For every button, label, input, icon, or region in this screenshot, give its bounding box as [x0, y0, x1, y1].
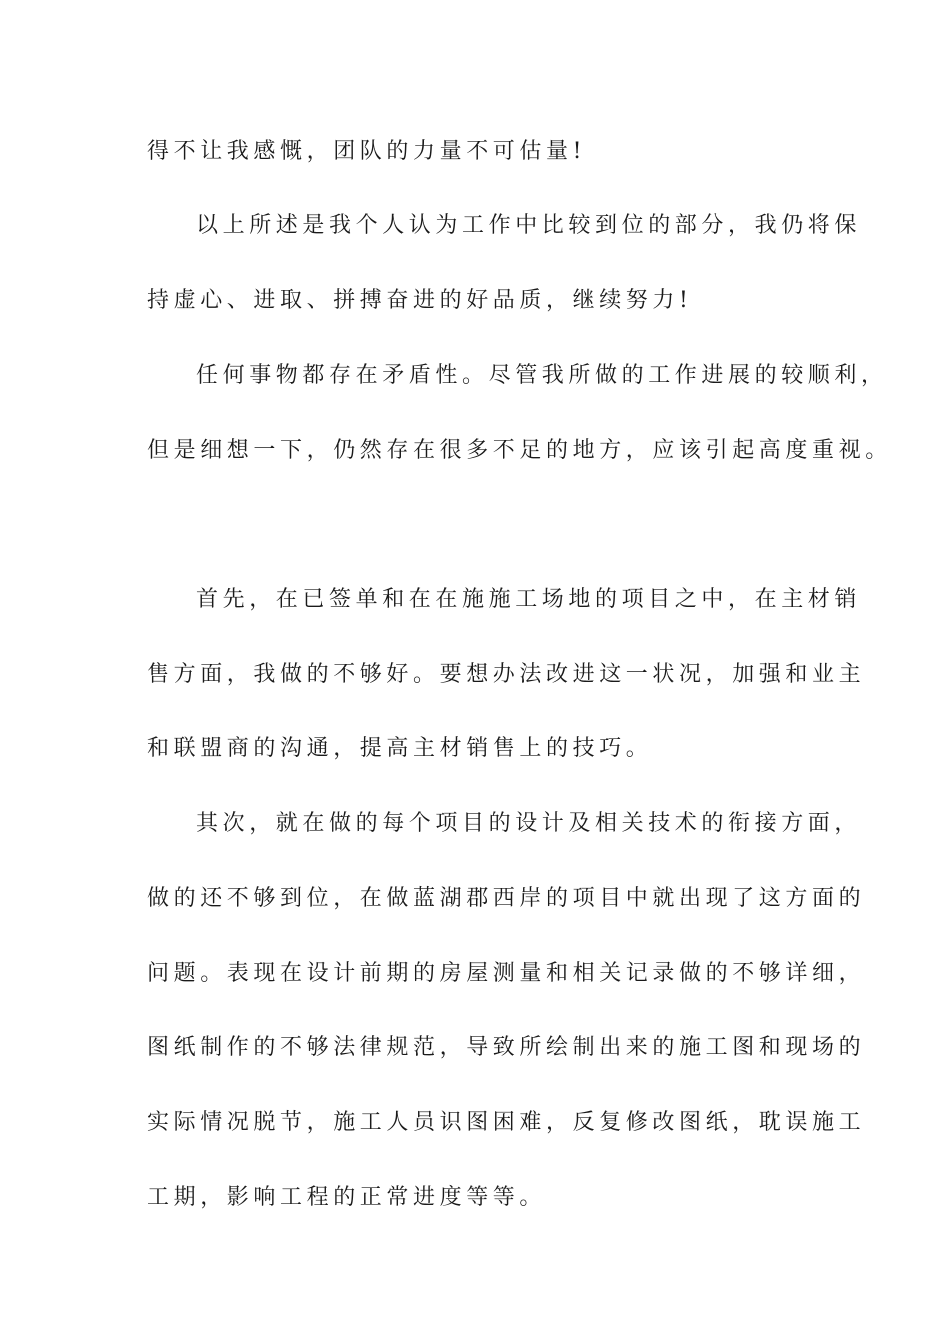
- paragraph-start-line: 首先，在已签单和在在施施工场地的项目之中，在主材销: [196, 587, 862, 612]
- text-line: 实际情况脱节，施工人员识图困难，反复修改图纸，耽误施工: [147, 1110, 866, 1135]
- text-line: 持虚心、进取、拼搏奋进的好品质，继续努力!: [147, 288, 693, 313]
- text-line: 问题。表现在设计前期的房屋测量和相关记录做的不够详细，: [147, 961, 866, 986]
- text-line: 但是细想一下，仍然存在很多不足的地方，应该引起高度重视。: [147, 438, 892, 463]
- paragraph-start-line: 任何事物都存在矛盾性。尽管我所做的工作进展的较顺利，: [196, 363, 888, 388]
- text-line: 工期，影响工程的正常进度等等。: [147, 1185, 547, 1210]
- text-line: 和联盟商的沟通，提高主材销售上的技巧。: [147, 736, 653, 761]
- paragraph-start-line: 其次，就在做的每个项目的设计及相关技术的衔接方面，: [196, 811, 862, 836]
- text-line: 得不让我感慨，团队的力量不可估量!: [147, 139, 587, 164]
- text-line: 做的还不够到位，在做蓝湖郡西岸的项目中就出现了这方面的: [147, 886, 866, 911]
- paragraph-start-line: 以上所述是我个人认为工作中比较到位的部分，我仍将保: [196, 213, 862, 238]
- text-line: 售方面，我做的不够好。要想办法改进这一状况，加强和业主: [147, 662, 866, 687]
- text-line: 图纸制作的不够法律规范，导致所绘制出来的施工图和现场的: [147, 1035, 866, 1060]
